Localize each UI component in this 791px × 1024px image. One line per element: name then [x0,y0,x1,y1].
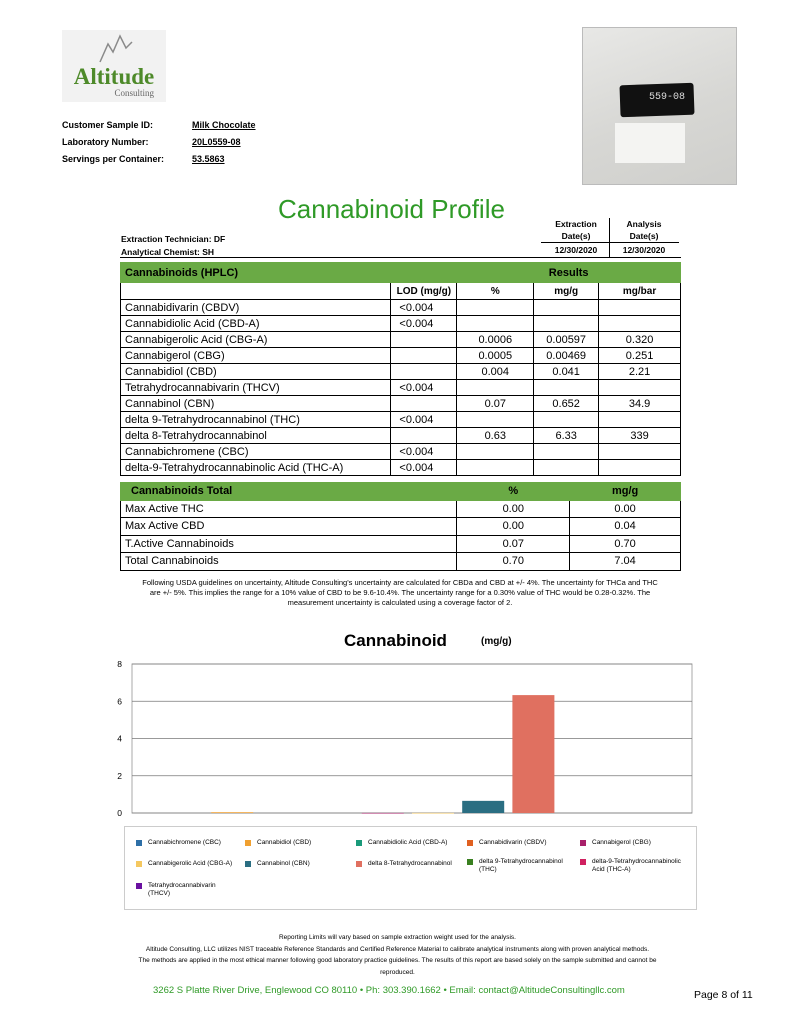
mg-per-bar-value: 0.251 [599,348,681,364]
analysis-date: 12/30/2020 [622,245,666,255]
table-row [121,348,681,364]
percent-value [457,460,534,476]
mg-per-g-value [534,444,599,460]
lod-value: <0.004 [391,300,457,316]
disclaimer-line: reproduced. [380,968,415,976]
section-label: Cannabinoids Total [121,483,457,501]
legend-swatch [245,861,251,867]
legend-swatch [356,840,362,846]
table-row [121,460,681,476]
legend-label: Cannabidiol (CBD) [257,839,312,846]
total-mg-per-g: 7.04 [570,553,681,571]
y-tick-label: 2 [117,770,122,781]
legend-swatch [136,861,142,867]
table-header-row [121,283,681,300]
percent-value [457,444,534,460]
cannabinoid-name: delta 8-Tetrahydrocannabinol [121,428,391,444]
chart-legend [124,826,697,910]
legend-label: Cannabidiolic Acid (CBD-A) [368,839,448,846]
uncertainty-note: Following USDA guidelines on uncertainty, Altitude Consulting's uncertainty are calculated for CBDa and CBD at +/- 4%. The uncertainty for THCa and THC are +/- 5%. This implies the range for a 10% value of CBD to be 9.6-10.4%. The uncertainty range for a 0.30% value of THC would be 0.28-0.32%. The measurement uncertainty is calculated using a coverage factor of 2. [142,578,658,607]
company-logo [62,30,166,102]
lod-value [391,364,457,380]
photo-label: 559-08 [649,92,686,103]
legend-label: Cannabigerol (CBG) [592,839,651,846]
lod-value [391,428,457,444]
percent-value: 0.004 [457,364,534,380]
disclaimer-line: Reporting Limits will vary based on sample extraction weight used for the analysis. [278,934,516,941]
bar-cannabinol-cbn [462,801,504,813]
legend-item [580,839,651,847]
legend-item [467,858,563,874]
lod-value [391,396,457,412]
legend-item [245,860,310,868]
table-row [121,518,681,536]
info-value: 53.5863 [192,154,225,164]
table-row [121,412,681,428]
legend-label: Cannabinol (CBN) [257,860,310,867]
cannabinoid-name: Cannabidivarin (CBDV) [121,300,391,316]
legend-swatch [580,859,586,865]
lod-value [391,332,457,348]
logo-subtitle: Consulting [114,88,154,98]
legend-label: delta 9-Tetrahydrocannabinol (THC) [479,858,563,873]
cannabinoid-bar-chart [112,656,702,820]
disclaimer-line: The methods are applied in the most ethical manner following good laboratory practice guidelines. The results of this report are based solely on the sample submitted and cannot be [138,957,657,964]
bar-cannabigerol-cbg [362,813,404,814]
table-row [121,332,681,348]
cannabinoids-total-table [120,482,681,571]
table-row [121,444,681,460]
legend-item [580,858,681,874]
info-value: 20L0559-08 [192,137,241,147]
y-tick-label: 6 [117,696,122,707]
mg-per-bar-value [599,380,681,396]
footer-contact: 3262 S Platte River Drive, Englewood CO 80110 • Ph: 303.390.1662 • Email: contact@AltitudeConsultingllc.com [153,985,625,996]
legend-swatch [245,840,251,846]
mg-per-bar-value [599,316,681,332]
table-row [121,364,681,380]
section-label: Cannabinoids (HPLC) [121,263,457,283]
total-name: Max Active CBD [121,518,457,536]
lod-value [391,348,457,364]
table-row [121,553,681,571]
page-title: Cannabinoid Profile [278,194,505,224]
cannabinoid-name: Cannabigerolic Acid (CBG-A) [121,332,391,348]
extraction-technician: Extraction Technician: DF [121,234,226,244]
legend-item [467,839,547,847]
bar-cannabidiol-cbd [211,812,253,813]
mg-per-g-value [534,316,599,332]
mg-per-bar-value [599,300,681,316]
total-mg-per-g: 0.70 [570,535,681,553]
percent-value: 0.63 [457,428,534,444]
mg-per-g-value [534,300,599,316]
info-value: Milk Chocolate [192,120,256,130]
mg-per-g-value: 6.33 [534,428,599,444]
percent-value: 0.0005 [457,348,534,364]
legend-label: delta-9-Tetrahydrocannabinolic Acid (THC-A) [592,858,681,873]
mg-per-bar-value: 34.9 [599,396,681,412]
mg-per-bar-value: 2.21 [599,364,681,380]
table-row [121,316,681,332]
info-label: Customer Sample ID: [62,120,154,130]
legend-swatch [467,859,473,865]
total-percent: 0.70 [457,553,570,571]
percent-value: 0.0006 [457,332,534,348]
legend-label: delta 8-Tetrahydrocannabinol [368,860,452,867]
mg-per-g-value: 0.00469 [534,348,599,364]
mg-per-bar-value [599,460,681,476]
percent-value [457,412,534,428]
legend-item [356,860,452,868]
lod-value: <0.004 [391,412,457,428]
cannabinoid-name: Cannabidiolic Acid (CBD-A) [121,316,391,332]
legend-item [136,882,216,898]
info-label: Servings per Container: [62,154,165,164]
legend-label: Cannabichromene (CBC) [148,839,221,846]
legend-swatch [580,840,586,846]
mg-per-bar-value: 0.320 [599,332,681,348]
header-cell [121,283,391,300]
mg-per-bar-value [599,444,681,460]
header-cell: % [457,283,534,300]
sample-info-row [62,154,256,171]
mg-per-g-value: 0.00597 [534,332,599,348]
legend-item [356,839,447,847]
info-label: Laboratory Number: [62,137,149,147]
total-percent: 0.00 [457,518,570,536]
disclaimer-line: Altitude Consulting, LLC utilizes NIST traceable Reference Standards and Certified Reference Material to calibrate analytical instruments along with proven analytical methods. [145,945,650,953]
mountain-icon [98,32,134,64]
bar-cannabigerolic-acid-cbg-a [412,813,454,814]
chart-title: Cannabinoid [344,631,447,650]
y-tick-label: 0 [117,808,122,818]
table-row [121,300,681,316]
legend-swatch [467,840,473,846]
sample-info-row [62,137,256,154]
total-name: T.Active Cannabinoids [121,535,457,553]
mg-per-g-value [534,412,599,428]
lod-value: <0.004 [391,380,457,396]
total-percent: 0.00 [457,500,570,518]
header-cell: mg/g [534,283,599,300]
cannabinoid-name: Tetrahydrocannabivarin (THCV) [121,380,391,396]
legend-item [136,839,221,847]
y-tick-label: 4 [117,733,122,744]
percent-value [457,316,534,332]
extraction-date: 12/30/2020 [554,245,598,255]
cannabinoid-name: Cannabichromene (CBC) [121,444,391,460]
legend-swatch [136,883,142,889]
date-rule [120,257,681,258]
analytical-chemist: Analytical Chemist: SH [121,247,215,257]
cannabinoid-name: Cannabidiol (CBD) [121,364,391,380]
lod-value: <0.004 [391,460,457,476]
extraction-date-header: Extraction Date(s) [555,219,597,241]
total-mg-per-g: 0.04 [570,518,681,536]
legend-label: Tetrahydrocannabivarin (THCV) [148,882,216,897]
cannabinoid-name: Cannabigerol (CBG) [121,348,391,364]
cannabinoid-name: delta-9-Tetrahydrocannabinolic Acid (THC-A) [121,460,391,476]
header-cell: mg/bar [599,283,681,300]
total-percent: 0.07 [457,535,570,553]
mg-per-g-value: 0.041 [534,364,599,380]
page-number: Page 8 of 11 [694,989,753,1001]
table-row [121,428,681,444]
mg-per-g-value: 0.652 [534,396,599,412]
header-cell: % [457,483,570,501]
legend-item [136,860,232,868]
results-label: Results [457,263,681,283]
percent-value [457,300,534,316]
lod-value: <0.004 [391,444,457,460]
legend-label: Cannabigerolic Acid (CBG-A) [148,860,233,867]
date-rule [541,242,679,243]
legend-item [245,839,311,847]
mg-per-bar-value [599,412,681,428]
mg-per-bar-value: 339 [599,428,681,444]
percent-value [457,380,534,396]
total-name: Total Cannabinoids [121,553,457,571]
legend-swatch [136,840,142,846]
legend-label: Cannabidivarin (CBDV) [479,839,547,846]
bar-delta-8-tetrahydrocannabinol [512,695,554,813]
percent-value: 0.07 [457,396,534,412]
table-row [121,380,681,396]
header-cell: mg/g [570,483,681,501]
photo-card [615,123,685,163]
table-row [121,535,681,553]
total-name: Max Active THC [121,500,457,518]
total-mg-per-g: 0.00 [570,500,681,518]
chart-unit: (mg/g) [481,636,512,647]
legend-swatch [356,861,362,867]
table-row [121,396,681,412]
cannabinoid-name: Cannabinol (CBN) [121,396,391,412]
mg-per-g-value [534,380,599,396]
table-section-header [121,263,681,283]
y-tick-label: 8 [117,659,122,669]
lod-value: <0.004 [391,316,457,332]
date-divider [609,218,610,258]
sample-info-row [62,120,256,137]
disclaimer [110,932,685,978]
table-section-header [121,483,681,501]
header-cell: LOD (mg/g) [391,283,457,300]
logo-name: Altitude [73,64,155,89]
table-row [121,500,681,518]
sample-info [62,120,256,171]
mg-per-g-value [534,460,599,476]
sample-photo [582,27,737,185]
cannabinoid-profile-table [120,262,681,476]
analysis-date-header: Analysis Date(s) [626,219,662,241]
cannabinoid-name: delta 9-Tetrahydrocannabinol (THC) [121,412,391,428]
